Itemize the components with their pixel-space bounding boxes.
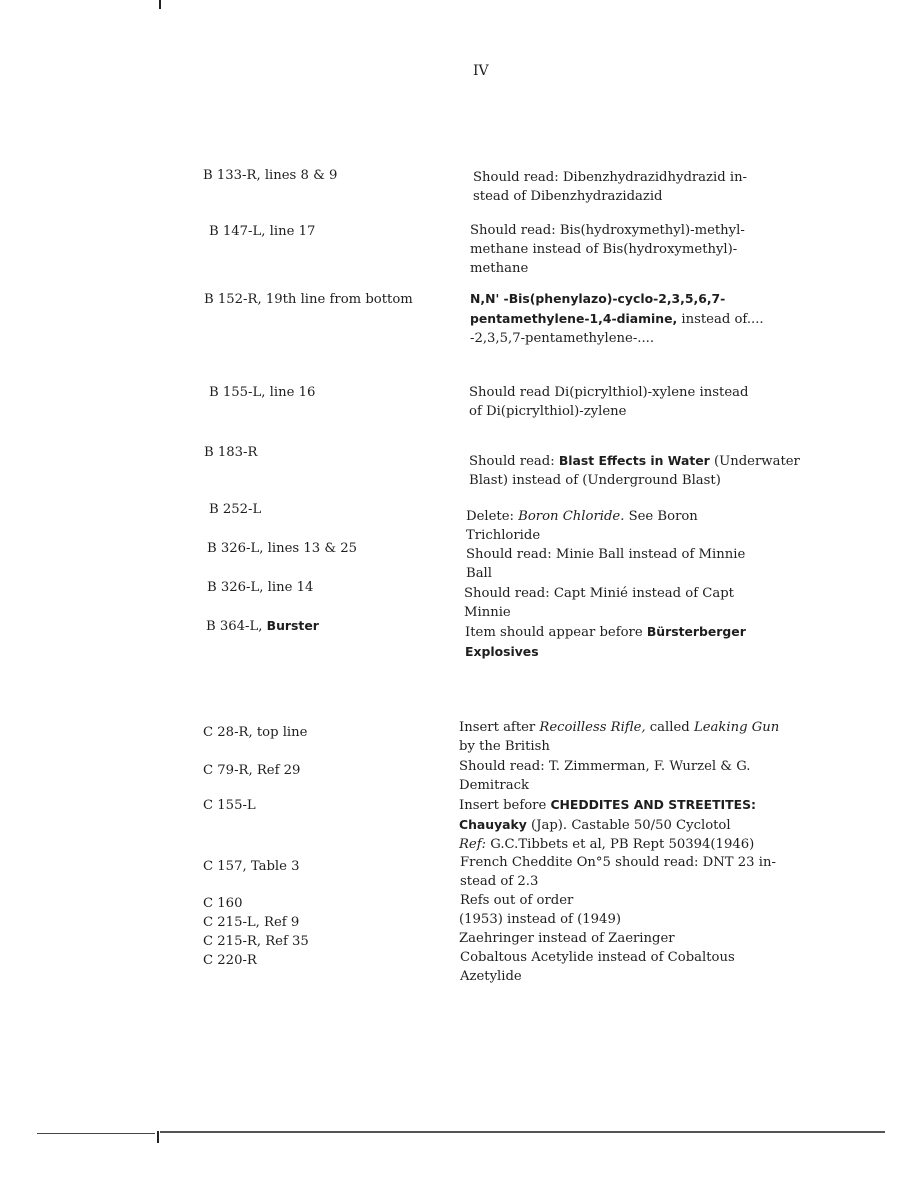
- erratum-text: Zaehringer instead of Zaeringer: [459, 931, 675, 946]
- erratum-label: B 364-L, Burster: [206, 618, 319, 634]
- erratum-label: B 326-L, lines 13 & 25: [207, 541, 358, 556]
- erratum-label: C 28-R, top line: [203, 725, 308, 740]
- erratum-text: Refs out of order: [460, 893, 574, 908]
- erratum-label: B 152-R, 19th line from bottom: [204, 292, 413, 307]
- entry-title: Blast Effects in Water: [558, 453, 710, 468]
- erratum-label: C 220-R: [203, 953, 257, 968]
- bottom-rule-right: [160, 1131, 885, 1133]
- margin-tick-bottom: [157, 1131, 159, 1143]
- erratum-text: Should read: Capt Minié instead of Capt Minnie: [464, 586, 734, 620]
- erratum-text: Insert after Recoilless Rifle, called Leaking Gun by the British: [459, 720, 780, 754]
- bottom-rule-left: [37, 1133, 155, 1134]
- entry-title: CHEDDITES AND STREETITES:: [550, 797, 756, 812]
- erratum-text: Insert before CHEDDITES AND STREETITES: Chauyaky (Jap). Castable 50/50 Cyclotol Ref: G.C.Tibbets et al, PB Rept 50394(1946): [459, 797, 756, 852]
- erratum-label: C 160: [203, 896, 243, 911]
- erratum-label: C 157, Table 3: [203, 859, 300, 874]
- compound-name: N,N' -Bis(phenylazo)-cyclo-2,3,5,6,7-: [470, 291, 726, 306]
- erratum-label: C 215-L, Ref 9: [203, 915, 300, 930]
- erratum-text: Item should appear before Bürsterberger Explosives: [465, 624, 746, 659]
- erratum-text: Should read: Bis(hydroxymethyl)-methyl- methane instead of Bis(hydroxymethyl)- methane: [470, 223, 745, 276]
- erratum-text: Delete: Boron Chloride. See Boron Trichloride: [466, 509, 698, 543]
- erratum-text: French Cheddite On°5 should read: DNT 23 in- stead of 2.3: [460, 855, 776, 889]
- erratum-label: C 155-L: [203, 798, 256, 813]
- margin-tick-top: [159, 0, 161, 9]
- erratum-text: Should read Di(picrylthiol)-xylene instead of Di(picrylthiol)-zylene: [469, 385, 749, 419]
- erratum-label: B 252-L: [209, 502, 262, 517]
- erratum-label: B 133-R, lines 8 & 9: [203, 168, 338, 183]
- compound-name: Chauyaky: [459, 817, 527, 832]
- compound-name-cont: pentamethylene-1,4-diamine,: [470, 311, 678, 326]
- erratum-text: Should read: Dibenzhydrazidhydrazid in- stead of Dibenzhydrazidazid: [473, 170, 748, 204]
- erratum-label: B 147-L, line 17: [209, 224, 316, 239]
- erratum-label: C 79-R, Ref 29: [203, 763, 301, 778]
- page-number: IV: [473, 63, 489, 79]
- erratum-label: B 155-L, line 16: [209, 385, 316, 400]
- erratum-text: Should read: T. Zimmerman, F. Wurzel & G. Demitrack: [459, 759, 751, 793]
- erratum-label: B 183-R: [204, 445, 258, 460]
- erratum-text: Should read: Blast Effects in Water (Underwater Blast) instead of (Underground Blast): [469, 453, 800, 488]
- entry-title: Bürsterberger: [646, 624, 746, 639]
- erratum-text: N,N' -Bis(phenylazo)-cyclo-2,3,5,6,7- pentamethylene-1,4-diamine, instead of.... -2,3,5,7-pentamethylene-....: [470, 291, 764, 346]
- erratum-text: Should read: Minie Ball instead of Minnie Ball: [466, 547, 746, 581]
- erratum-label: C 215-R, Ref 35: [203, 934, 309, 949]
- erratum-text: (1953) instead of (1949): [459, 912, 621, 927]
- erratum-label: B 326-L, line 14: [207, 580, 314, 595]
- erratum-text: Cobaltous Acetylide instead of Cobaltous Azetylide: [460, 950, 735, 984]
